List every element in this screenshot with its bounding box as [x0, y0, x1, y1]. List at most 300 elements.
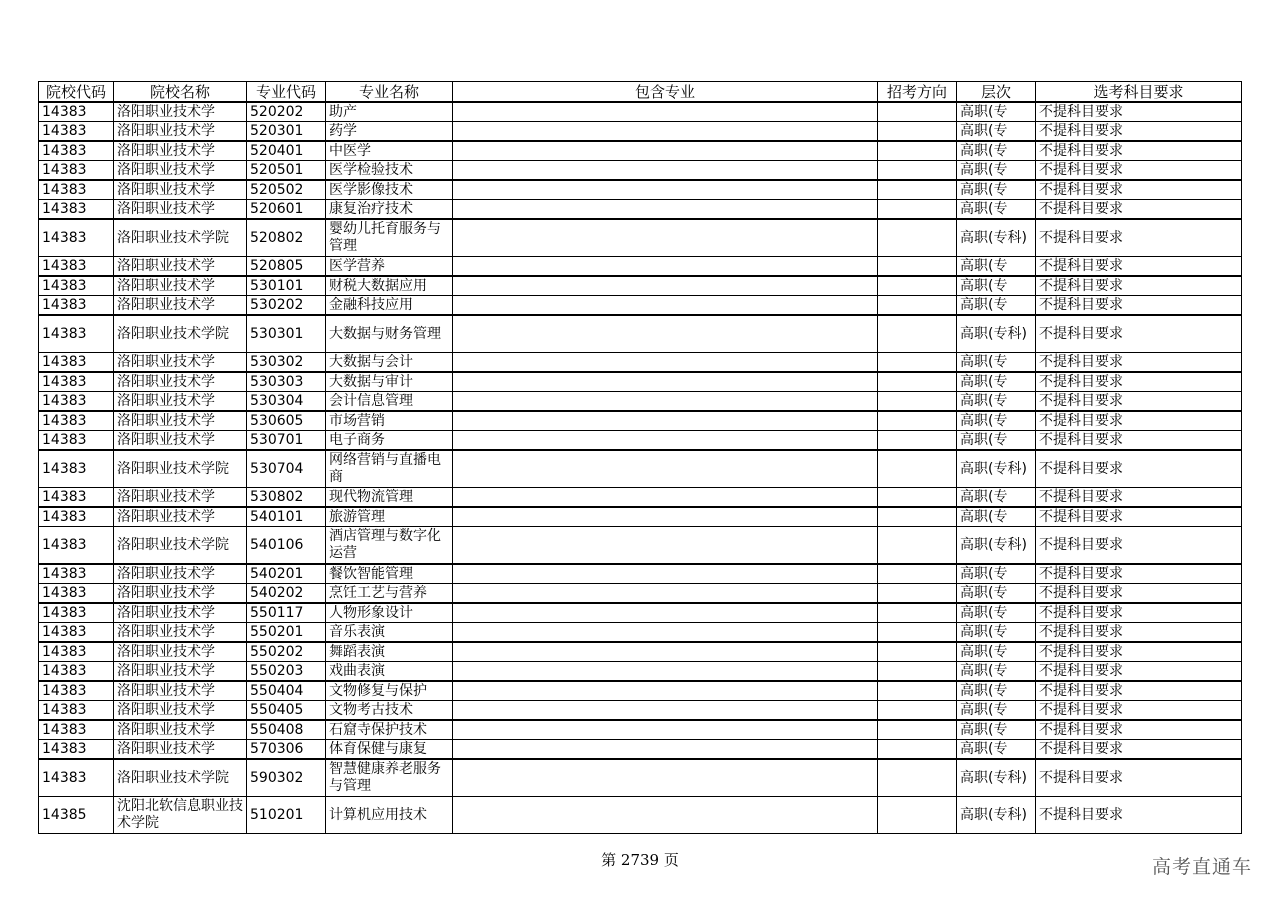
school-name-cell: 洛阳职业技术学	[114, 720, 247, 740]
school-name-cell: 洛阳职业技术学	[114, 353, 247, 373]
table-row	[39, 141, 1242, 161]
included-majors-cell	[453, 276, 878, 296]
included-majors-cell	[453, 740, 878, 760]
level-cell: 高职(专科)	[957, 219, 1036, 257]
direction-cell	[878, 642, 957, 662]
table-row	[39, 642, 1242, 662]
major-name-cell: 康复治疗技术	[326, 200, 453, 220]
major-name-cell: 音乐表演	[326, 623, 453, 643]
requirement-cell: 不提科目要求	[1036, 507, 1242, 527]
level-cell: 高职(专	[957, 584, 1036, 604]
included-majors-cell	[453, 701, 878, 721]
included-majors-cell	[453, 315, 878, 353]
included-majors-cell	[453, 797, 878, 834]
table-row	[39, 603, 1242, 623]
school-name-cell: 洛阳职业技术学	[114, 623, 247, 643]
included-majors-cell	[453, 257, 878, 277]
direction-cell	[878, 102, 957, 122]
major-code-cell: 530304	[247, 392, 326, 412]
major-name-cell: 电子商务	[326, 431, 453, 451]
table-row	[39, 759, 1242, 797]
major-code-cell: 530704	[247, 450, 326, 488]
major-code-cell: 550117	[247, 603, 326, 623]
requirement-cell: 不提科目要求	[1036, 431, 1242, 451]
direction-cell	[878, 603, 957, 623]
school-code-cell: 14383	[39, 662, 114, 682]
direction-cell	[878, 392, 957, 412]
level-cell: 高职(专	[957, 701, 1036, 721]
requirement-cell: 不提科目要求	[1036, 527, 1242, 565]
major-name-cell: 文物修复与保护	[326, 681, 453, 701]
school-name-cell: 洛阳职业技术学	[114, 372, 247, 392]
school-code-cell: 14383	[39, 488, 114, 508]
major-name-cell: 药学	[326, 122, 453, 142]
school-code-cell: 14383	[39, 603, 114, 623]
table-row	[39, 584, 1242, 604]
requirement-cell: 不提科目要求	[1036, 759, 1242, 797]
major-code-cell: 530802	[247, 488, 326, 508]
school-name-cell: 洛阳职业技术学	[114, 296, 247, 316]
school-code-cell: 14383	[39, 701, 114, 721]
major-name-cell: 市场营销	[326, 411, 453, 431]
major-code-cell: 520802	[247, 219, 326, 257]
requirement-cell: 不提科目要求	[1036, 372, 1242, 392]
school-name-cell: 洛阳职业技术学院	[114, 219, 247, 257]
level-cell: 高职(专	[957, 296, 1036, 316]
major-code-cell: 550404	[247, 681, 326, 701]
direction-cell	[878, 701, 957, 721]
major-code-cell: 530303	[247, 372, 326, 392]
table-row	[39, 507, 1242, 527]
included-majors-cell	[453, 392, 878, 412]
school-code-cell: 14383	[39, 584, 114, 604]
major-code-cell: 540201	[247, 564, 326, 584]
major-name-cell: 财税大数据应用	[326, 276, 453, 296]
direction-cell	[878, 315, 957, 353]
included-majors-cell	[453, 720, 878, 740]
table-row	[39, 219, 1242, 257]
level-cell: 高职(专科)	[957, 450, 1036, 488]
major-code-cell: 550408	[247, 720, 326, 740]
included-majors-cell	[453, 141, 878, 161]
included-majors-cell	[453, 200, 878, 220]
school-code-cell: 14385	[39, 797, 114, 834]
level-cell: 高职(专	[957, 564, 1036, 584]
direction-cell	[878, 450, 957, 488]
school-name-cell: 洛阳职业技术学	[114, 507, 247, 527]
school-name-cell: 洛阳职业技术学	[114, 701, 247, 721]
direction-cell	[878, 681, 957, 701]
requirement-cell: 不提科目要求	[1036, 276, 1242, 296]
table-row	[39, 161, 1242, 181]
table-row	[39, 623, 1242, 643]
level-cell: 高职(专科)	[957, 759, 1036, 797]
requirement-cell: 不提科目要求	[1036, 257, 1242, 277]
major-name-cell: 医学检验技术	[326, 161, 453, 181]
school-name-cell: 洛阳职业技术学	[114, 642, 247, 662]
major-name-cell: 舞蹈表演	[326, 642, 453, 662]
direction-cell	[878, 797, 957, 834]
requirement-cell: 不提科目要求	[1036, 681, 1242, 701]
major-name-cell: 会计信息管理	[326, 392, 453, 412]
major-code-cell: 540202	[247, 584, 326, 604]
school-code-cell: 14383	[39, 431, 114, 451]
table-row	[39, 200, 1242, 220]
direction-cell	[878, 180, 957, 200]
major-code-cell: 530202	[247, 296, 326, 316]
included-majors-cell	[453, 584, 878, 604]
table-row	[39, 720, 1242, 740]
major-code-cell: 550202	[247, 642, 326, 662]
major-name-cell: 烹饪工艺与营养	[326, 584, 453, 604]
school-code-cell: 14383	[39, 353, 114, 373]
school-code-cell: 14383	[39, 681, 114, 701]
included-majors-cell	[453, 296, 878, 316]
school-name-cell: 洛阳职业技术学	[114, 662, 247, 682]
requirement-cell: 不提科目要求	[1036, 161, 1242, 181]
school-code-cell: 14383	[39, 161, 114, 181]
included-majors-cell	[453, 102, 878, 122]
school-code-cell: 14383	[39, 141, 114, 161]
school-code-cell: 14383	[39, 122, 114, 142]
level-cell: 高职(专	[957, 392, 1036, 412]
included-majors-cell	[453, 623, 878, 643]
level-cell: 高职(专	[957, 257, 1036, 277]
major-code-cell: 530302	[247, 353, 326, 373]
direction-cell	[878, 720, 957, 740]
level-cell: 高职(专	[957, 141, 1036, 161]
school-name-cell: 洛阳职业技术学院	[114, 450, 247, 488]
school-name-cell: 洛阳职业技术学	[114, 257, 247, 277]
major-name-cell: 智慧健康养老服务与管理	[326, 759, 453, 797]
table-row	[39, 315, 1242, 353]
included-majors-cell	[453, 411, 878, 431]
school-code-cell: 14383	[39, 740, 114, 760]
direction-cell	[878, 411, 957, 431]
direction-cell	[878, 507, 957, 527]
major-code-cell: 530701	[247, 431, 326, 451]
requirement-cell: 不提科目要求	[1036, 642, 1242, 662]
level-cell: 高职(专科)	[957, 315, 1036, 353]
school-name-cell: 洛阳职业技术学	[114, 180, 247, 200]
major-code-cell: 520301	[247, 122, 326, 142]
included-majors-cell	[453, 527, 878, 565]
requirement-cell: 不提科目要求	[1036, 720, 1242, 740]
school-name-cell: 洛阳职业技术学	[114, 681, 247, 701]
level-cell: 高职(专	[957, 603, 1036, 623]
major-name-cell: 医学营养	[326, 257, 453, 277]
level-cell: 高职(专	[957, 372, 1036, 392]
level-cell: 高职(专科)	[957, 527, 1036, 565]
school-name-cell: 洛阳职业技术学	[114, 740, 247, 760]
school-code-cell: 14383	[39, 507, 114, 527]
table-row	[39, 257, 1242, 277]
major-name-cell: 文物考古技术	[326, 701, 453, 721]
included-majors-cell	[453, 122, 878, 142]
major-name-cell: 网络营销与直播电商	[326, 450, 453, 488]
major-name-cell: 餐饮智能管理	[326, 564, 453, 584]
header-school-name: 院校名称	[114, 82, 247, 103]
table-row	[39, 564, 1242, 584]
school-name-cell: 洛阳职业技术学院	[114, 527, 247, 565]
table-row	[39, 701, 1242, 721]
school-name-cell: 洛阳职业技术学	[114, 584, 247, 604]
school-name-cell: 洛阳职业技术学院	[114, 759, 247, 797]
requirement-cell: 不提科目要求	[1036, 488, 1242, 508]
table-row	[39, 681, 1242, 701]
direction-cell	[878, 353, 957, 373]
level-cell: 高职(专	[957, 662, 1036, 682]
header-major-name: 专业名称	[326, 82, 453, 103]
major-code-cell: 530605	[247, 411, 326, 431]
requirement-cell: 不提科目要求	[1036, 411, 1242, 431]
page-number: 第 2739 页	[601, 851, 679, 869]
level-cell: 高职(专	[957, 642, 1036, 662]
school-name-cell: 洛阳职业技术学	[114, 161, 247, 181]
requirement-cell: 不提科目要求	[1036, 584, 1242, 604]
requirement-cell: 不提科目要求	[1036, 797, 1242, 834]
table-row	[39, 353, 1242, 373]
table-row	[39, 527, 1242, 565]
direction-cell	[878, 296, 957, 316]
requirement-cell: 不提科目要求	[1036, 701, 1242, 721]
direction-cell	[878, 662, 957, 682]
direction-cell	[878, 623, 957, 643]
school-code-cell: 14383	[39, 200, 114, 220]
included-majors-cell	[453, 662, 878, 682]
level-cell: 高职(专	[957, 507, 1036, 527]
included-majors-cell	[453, 353, 878, 373]
level-cell: 高职(专	[957, 623, 1036, 643]
school-name-cell: 洛阳职业技术学	[114, 141, 247, 161]
requirement-cell: 不提科目要求	[1036, 450, 1242, 488]
school-name-cell: 洛阳职业技术学	[114, 276, 247, 296]
included-majors-cell	[453, 681, 878, 701]
major-name-cell: 中医学	[326, 141, 453, 161]
major-name-cell: 石窟寺保护技术	[326, 720, 453, 740]
school-name-cell: 洛阳职业技术学	[114, 603, 247, 623]
major-name-cell: 大数据与财务管理	[326, 315, 453, 353]
school-name-cell: 洛阳职业技术学	[114, 200, 247, 220]
level-cell: 高职(专	[957, 180, 1036, 200]
included-majors-cell	[453, 431, 878, 451]
table-row	[39, 372, 1242, 392]
table-row	[39, 797, 1242, 834]
direction-cell	[878, 488, 957, 508]
header-row	[39, 82, 1242, 103]
requirement-cell: 不提科目要求	[1036, 662, 1242, 682]
school-code-cell: 14383	[39, 642, 114, 662]
included-majors-cell	[453, 564, 878, 584]
requirement-cell: 不提科目要求	[1036, 141, 1242, 161]
included-majors-cell	[453, 488, 878, 508]
header-included-majors: 包含专业	[453, 82, 878, 103]
major-code-cell: 520501	[247, 161, 326, 181]
major-name-cell: 医学影像技术	[326, 180, 453, 200]
included-majors-cell	[453, 161, 878, 181]
direction-cell	[878, 372, 957, 392]
included-majors-cell	[453, 507, 878, 527]
school-name-cell: 洛阳职业技术学	[114, 122, 247, 142]
included-majors-cell	[453, 450, 878, 488]
level-cell: 高职(专	[957, 353, 1036, 373]
table-row	[39, 662, 1242, 682]
level-cell: 高职(专科)	[957, 797, 1036, 834]
major-code-cell: 570306	[247, 740, 326, 760]
school-code-cell: 14383	[39, 450, 114, 488]
requirement-cell: 不提科目要求	[1036, 564, 1242, 584]
direction-cell	[878, 200, 957, 220]
direction-cell	[878, 527, 957, 565]
level-cell: 高职(专	[957, 122, 1036, 142]
school-name-cell: 沈阳北软信息职业技术学院	[114, 797, 247, 834]
school-code-cell: 14383	[39, 276, 114, 296]
school-name-cell: 洛阳职业技术学	[114, 431, 247, 451]
included-majors-cell	[453, 759, 878, 797]
table-row	[39, 411, 1242, 431]
major-name-cell: 助产	[326, 102, 453, 122]
header-level: 层次	[957, 82, 1036, 103]
table-row	[39, 122, 1242, 142]
level-cell: 高职(专	[957, 488, 1036, 508]
school-name-cell: 洛阳职业技术学	[114, 564, 247, 584]
requirement-cell: 不提科目要求	[1036, 102, 1242, 122]
direction-cell	[878, 276, 957, 296]
direction-cell	[878, 740, 957, 760]
school-name-cell: 洛阳职业技术学	[114, 392, 247, 412]
table-row	[39, 102, 1242, 122]
watermark-logo: 高考直通车	[1151, 856, 1252, 878]
table-row	[39, 450, 1242, 488]
direction-cell	[878, 122, 957, 142]
requirement-cell: 不提科目要求	[1036, 122, 1242, 142]
major-code-cell: 520601	[247, 200, 326, 220]
direction-cell	[878, 431, 957, 451]
level-cell: 高职(专	[957, 411, 1036, 431]
major-code-cell: 550405	[247, 701, 326, 721]
table-row	[39, 392, 1242, 412]
major-code-cell: 520502	[247, 180, 326, 200]
major-code-cell: 550201	[247, 623, 326, 643]
major-name-cell: 现代物流管理	[326, 488, 453, 508]
major-name-cell: 体育保健与康复	[326, 740, 453, 760]
included-majors-cell	[453, 180, 878, 200]
requirement-cell: 不提科目要求	[1036, 392, 1242, 412]
major-name-cell: 婴幼儿托育服务与管理	[326, 219, 453, 257]
direction-cell	[878, 564, 957, 584]
requirement-cell: 不提科目要求	[1036, 200, 1242, 220]
included-majors-cell	[453, 372, 878, 392]
major-code-cell: 520202	[247, 102, 326, 122]
school-name-cell: 洛阳职业技术学	[114, 102, 247, 122]
school-code-cell: 14383	[39, 720, 114, 740]
level-cell: 高职(专	[957, 681, 1036, 701]
major-name-cell: 金融科技应用	[326, 296, 453, 316]
school-code-cell: 14383	[39, 296, 114, 316]
level-cell: 高职(专	[957, 200, 1036, 220]
table-row	[39, 740, 1242, 760]
header-school-code: 院校代码	[39, 82, 114, 103]
table-row	[39, 180, 1242, 200]
major-code-cell: 520401	[247, 141, 326, 161]
included-majors-cell	[453, 642, 878, 662]
school-code-cell: 14383	[39, 564, 114, 584]
major-code-cell: 540101	[247, 507, 326, 527]
major-name-cell: 人物形象设计	[326, 603, 453, 623]
school-code-cell: 14383	[39, 623, 114, 643]
school-name-cell: 洛阳职业技术学	[114, 488, 247, 508]
level-cell: 高职(专	[957, 720, 1036, 740]
requirement-cell: 不提科目要求	[1036, 623, 1242, 643]
major-code-cell: 520805	[247, 257, 326, 277]
level-cell: 高职(专	[957, 102, 1036, 122]
table-row	[39, 488, 1242, 508]
requirement-cell: 不提科目要求	[1036, 296, 1242, 316]
direction-cell	[878, 219, 957, 257]
requirement-cell: 不提科目要求	[1036, 740, 1242, 760]
table-row	[39, 296, 1242, 316]
header-subject-requirement: 选考科目要求	[1036, 82, 1242, 103]
table-row	[39, 276, 1242, 296]
major-code-cell: 550203	[247, 662, 326, 682]
direction-cell	[878, 141, 957, 161]
admission-table	[38, 81, 1242, 834]
included-majors-cell	[453, 219, 878, 257]
school-code-cell: 14383	[39, 180, 114, 200]
school-code-cell: 14383	[39, 759, 114, 797]
school-code-cell: 14383	[39, 527, 114, 565]
direction-cell	[878, 584, 957, 604]
included-majors-cell	[453, 603, 878, 623]
school-name-cell: 洛阳职业技术学院	[114, 315, 247, 353]
school-name-cell: 洛阳职业技术学	[114, 411, 247, 431]
level-cell: 高职(专	[957, 740, 1036, 760]
requirement-cell: 不提科目要求	[1036, 353, 1242, 373]
school-code-cell: 14383	[39, 315, 114, 353]
school-code-cell: 14383	[39, 219, 114, 257]
level-cell: 高职(专	[957, 276, 1036, 296]
school-code-cell: 14383	[39, 102, 114, 122]
school-code-cell: 14383	[39, 257, 114, 277]
direction-cell	[878, 759, 957, 797]
major-name-cell: 大数据与审计	[326, 372, 453, 392]
school-code-cell: 14383	[39, 392, 114, 412]
school-code-cell: 14383	[39, 411, 114, 431]
direction-cell	[878, 257, 957, 277]
major-name-cell: 计算机应用技术	[326, 797, 453, 834]
level-cell: 高职(专	[957, 161, 1036, 181]
requirement-cell: 不提科目要求	[1036, 603, 1242, 623]
major-code-cell: 510201	[247, 797, 326, 834]
major-name-cell: 旅游管理	[326, 507, 453, 527]
major-code-cell: 530301	[247, 315, 326, 353]
header-direction: 招考方向	[878, 82, 957, 103]
major-code-cell: 540106	[247, 527, 326, 565]
major-code-cell: 590302	[247, 759, 326, 797]
major-name-cell: 大数据与会计	[326, 353, 453, 373]
major-name-cell: 酒店管理与数字化运营	[326, 527, 453, 565]
table-row	[39, 431, 1242, 451]
major-name-cell: 戏曲表演	[326, 662, 453, 682]
requirement-cell: 不提科目要求	[1036, 315, 1242, 353]
level-cell: 高职(专	[957, 431, 1036, 451]
requirement-cell: 不提科目要求	[1036, 219, 1242, 257]
requirement-cell: 不提科目要求	[1036, 180, 1242, 200]
header-major-code: 专业代码	[247, 82, 326, 103]
major-code-cell: 530101	[247, 276, 326, 296]
direction-cell	[878, 161, 957, 181]
school-code-cell: 14383	[39, 372, 114, 392]
